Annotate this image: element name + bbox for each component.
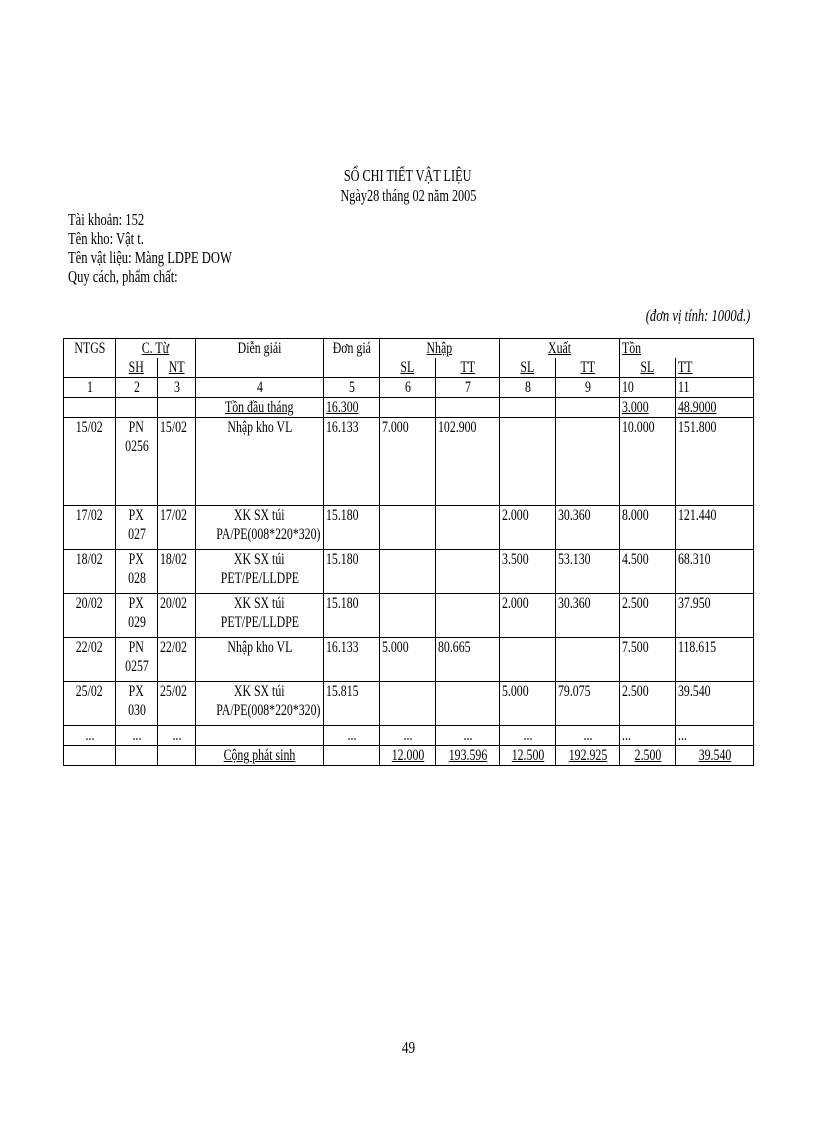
- row-dien-giai: XK SX túi PA/PE(008*220*320): [196, 682, 324, 726]
- spec-line: Quy cách, phẩm chất:: [68, 267, 178, 286]
- header-ntgs: NTGS: [64, 339, 116, 378]
- total-label: Cộng phát sinh: [196, 746, 324, 766]
- row-nhap-sl: 7.000: [380, 418, 436, 506]
- page-number: 49: [401, 1038, 415, 1057]
- total-nhap-sl: 12.000: [380, 746, 436, 766]
- warehouse-line: Tên kho: Vật t.: [68, 229, 144, 248]
- header-row-2: [64, 358, 754, 378]
- row-don-gia: 15.180: [324, 550, 380, 594]
- header-ton: Tồn: [620, 339, 754, 359]
- row-xuat-tt: [556, 638, 620, 682]
- row-ton-tt: 37.950: [676, 594, 754, 638]
- row-ton-tt: 118.615: [676, 638, 754, 682]
- table-row: [64, 594, 754, 638]
- table-row: [64, 682, 754, 726]
- row-nt: 20/02: [158, 594, 196, 638]
- col-number: 7: [436, 378, 500, 398]
- col-number: 10: [620, 378, 676, 398]
- ellipsis-cell: ...: [556, 726, 620, 746]
- row-dien-giai: XK SX túi PET/PE/LLDPE: [196, 550, 324, 594]
- row-sh: PX 030: [116, 682, 158, 726]
- row-dien-giai: XK SX túi PA/PE(008*220*320): [196, 506, 324, 550]
- col-number: 8: [500, 378, 556, 398]
- header-xuat: Xuất: [500, 339, 620, 359]
- table-row: [64, 418, 754, 506]
- row-dien-giai: Nhập kho VL: [196, 418, 324, 506]
- table-row: [64, 550, 754, 594]
- row-don-gia: 16.133: [324, 418, 380, 506]
- col-number: 9: [556, 378, 620, 398]
- row-xuat-tt: 30.360: [556, 506, 620, 550]
- col-number: 2: [116, 378, 158, 398]
- row-xuat-sl: [500, 418, 556, 506]
- ellipsis-row: [64, 726, 754, 746]
- opening-don-gia: 16.300: [324, 398, 380, 418]
- row-ton-tt: 68.310: [676, 550, 754, 594]
- total-xuat-tt: 192.925: [556, 746, 620, 766]
- row-xuat-sl: 2.000: [500, 506, 556, 550]
- ellipsis-cell: ...: [436, 726, 500, 746]
- header-dien-giai: Diễn giải: [196, 339, 324, 378]
- total-xuat-sl: 12.500: [500, 746, 556, 766]
- row-xuat-tt: 30.360: [556, 594, 620, 638]
- col-number: 6: [380, 378, 436, 398]
- row-xuat-sl: [500, 638, 556, 682]
- row-ton-sl: 7.500: [620, 638, 676, 682]
- ellipsis-cell: ...: [380, 726, 436, 746]
- row-nhap-tt: [436, 682, 500, 726]
- col-number: 5: [324, 378, 380, 398]
- row-ntgs: 20/02: [64, 594, 116, 638]
- row-ntgs: 22/02: [64, 638, 116, 682]
- material-line: Tên vật liệu: Màng LDPE DOW: [68, 248, 232, 267]
- row-nhap-tt: 80.665: [436, 638, 500, 682]
- row-nhap-sl: [380, 594, 436, 638]
- row-sh: PX 028: [116, 550, 158, 594]
- row-nhap-tt: 102.900: [436, 418, 500, 506]
- row-dien-giai: XK SX túi PET/PE/LLDPE: [196, 594, 324, 638]
- row-xuat-tt: [556, 418, 620, 506]
- row-nt: 15/02: [158, 418, 196, 506]
- ellipsis-cell: ...: [676, 726, 754, 746]
- row-nhap-tt: [436, 594, 500, 638]
- col-number: 4: [196, 378, 324, 398]
- opening-label: Tồn đầu tháng: [196, 398, 324, 418]
- header-ton-tt: TT: [676, 358, 754, 378]
- ellipsis-cell: ...: [64, 726, 116, 746]
- header-nhap-tt: TT: [436, 358, 500, 378]
- unit-note: (đơn vị tính: 1000đ.): [645, 306, 750, 325]
- opening-ton-tt: 48.9000: [676, 398, 754, 418]
- document-date: Ngày28 tháng 02 năm 2005: [340, 186, 476, 205]
- ellipsis-cell: ...: [620, 726, 676, 746]
- table-row: [64, 638, 754, 682]
- row-don-gia: 15.815: [324, 682, 380, 726]
- header-row-1: [64, 339, 754, 359]
- header-xuat-sl: SL: [500, 358, 556, 378]
- material-ledger-table: [63, 338, 754, 766]
- row-ton-sl: 2.500: [620, 594, 676, 638]
- col-number: 3: [158, 378, 196, 398]
- header-sh: SH: [116, 358, 158, 378]
- row-xuat-sl: 2.000: [500, 594, 556, 638]
- column-number-row: [64, 378, 754, 398]
- total-nhap-tt: 193.596: [436, 746, 500, 766]
- row-ntgs: 25/02: [64, 682, 116, 726]
- row-nhap-sl: 5.000: [380, 638, 436, 682]
- row-xuat-tt: 53.130: [556, 550, 620, 594]
- row-ton-tt: 151.800: [676, 418, 754, 506]
- row-nt: 17/02: [158, 506, 196, 550]
- row-ton-sl: 2.500: [620, 682, 676, 726]
- row-ton-tt: 39.540: [676, 682, 754, 726]
- row-sh: PN 0257: [116, 638, 158, 682]
- row-nhap-sl: [380, 682, 436, 726]
- opening-balance-row: [64, 398, 754, 418]
- row-nhap-tt: [436, 506, 500, 550]
- account-line: Tài khoản: 152: [68, 210, 145, 229]
- header-chung-tu: C. Từ: [116, 339, 196, 359]
- row-xuat-tt: 79.075: [556, 682, 620, 726]
- document-title: SỔ CHI TIẾT VẬT LIỆU: [344, 166, 472, 185]
- row-xuat-sl: 5.000: [500, 682, 556, 726]
- document-title-block: [0, 166, 816, 206]
- col-number: 11: [676, 378, 754, 398]
- row-nhap-sl: [380, 550, 436, 594]
- total-ton-sl: 2.500: [620, 746, 676, 766]
- ellipsis-cell: ...: [158, 726, 196, 746]
- row-ntgs: 18/02: [64, 550, 116, 594]
- table-row: [64, 506, 754, 550]
- header-nhap-sl: SL: [380, 358, 436, 378]
- row-xuat-sl: 3.500: [500, 550, 556, 594]
- header-don-gia: Đơn giá: [324, 339, 380, 378]
- row-don-gia: 16.133: [324, 638, 380, 682]
- header-ton-sl: SL: [620, 358, 676, 378]
- total-row: [64, 746, 754, 766]
- row-sh: PX 029: [116, 594, 158, 638]
- total-ton-tt: 39.540: [676, 746, 754, 766]
- row-nhap-sl: [380, 506, 436, 550]
- row-nt: 25/02: [158, 682, 196, 726]
- row-nt: 18/02: [158, 550, 196, 594]
- row-sh: PN 0256: [116, 418, 158, 506]
- row-ton-tt: 121.440: [676, 506, 754, 550]
- row-ton-sl: 8.000: [620, 506, 676, 550]
- row-nhap-tt: [436, 550, 500, 594]
- row-nt: 22/02: [158, 638, 196, 682]
- row-ntgs: 17/02: [64, 506, 116, 550]
- ellipsis-cell: ...: [500, 726, 556, 746]
- opening-ton-sl: 3.000: [620, 398, 676, 418]
- header-xuat-tt: TT: [556, 358, 620, 378]
- row-ton-sl: 10.000: [620, 418, 676, 506]
- row-dien-giai: Nhập kho VL: [196, 638, 324, 682]
- ledger-meta: [68, 210, 289, 286]
- col-number: 1: [64, 378, 116, 398]
- header-nhap: Nhập: [380, 339, 500, 359]
- header-nt: NT: [158, 358, 196, 378]
- row-ntgs: 15/02: [64, 418, 116, 506]
- row-sh: PX 027: [116, 506, 158, 550]
- row-don-gia: 15.180: [324, 506, 380, 550]
- row-don-gia: 15.180: [324, 594, 380, 638]
- ellipsis-cell: ...: [116, 726, 158, 746]
- row-ton-sl: 4.500: [620, 550, 676, 594]
- ellipsis-cell: ...: [324, 726, 380, 746]
